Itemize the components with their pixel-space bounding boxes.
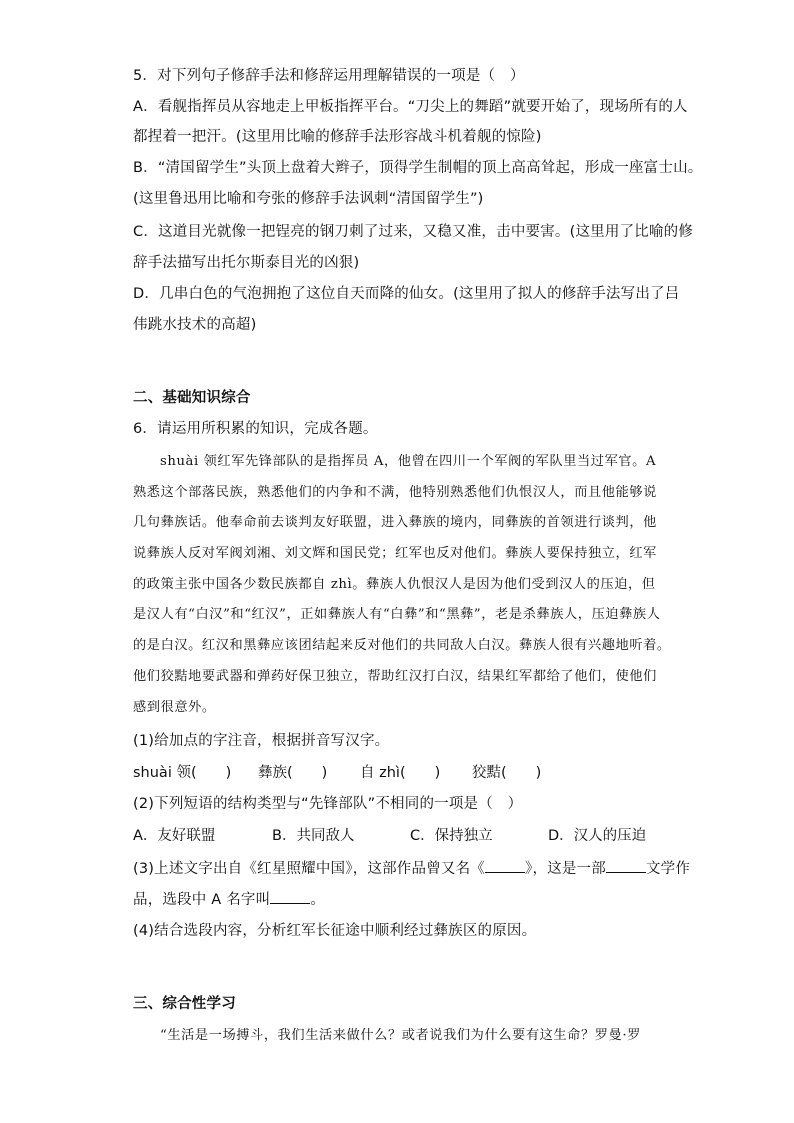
sub2-option-a: A．友好联盟: [133, 828, 216, 844]
q5-option-c-line1: C．这道目光就像一把锃亮的钢刀刺了过来，又稳又准，击中要害。(这里用了比喻的修: [133, 224, 694, 240]
q5-stem: 5．对下列句子修辞手法和修辞运用理解错误的一项是（ ）: [133, 68, 525, 84]
passage-line: 的政策主张中国各少数民族都自 zhì。彝族人仇恨汉人是因为他们受到汉人的压迫，但: [133, 577, 656, 592]
section3-title: 三、综合性学习: [133, 996, 236, 1012]
sub1-item: 狡黠( ): [472, 765, 542, 781]
fill-blank[interactable]: [485, 858, 525, 873]
sub-question-4: (4)结合选段内容，分析红军长征途中顺利经过彝族区的原因。: [133, 923, 537, 939]
q5-option-a-line2: 都捏着一把汗。(这里用比喻的修辞手法形容战斗机着舰的惊险): [133, 129, 542, 145]
sub2-option-d: D．汉人的压迫: [548, 828, 647, 844]
q5-option-d-line2: 伟跳水技术的高超): [133, 317, 257, 333]
sub3-text-d: 品，选段中 A 名字叫: [133, 892, 271, 908]
q5-option-b-line1: B．“清国留学生”头顶上盘着大辫子，顶得学生制帽的顶上高高耸起，形成一座富士山。: [133, 160, 703, 176]
passage-line: 说彝族人反对军阀刘湘、刘文辉和国民党；红军也反对他们。彝族人要保持独立，红军: [133, 546, 657, 561]
sub3-text-b: 》，这是一部: [525, 861, 606, 877]
q5-option-b-line2: (这里鲁迅用比喻和夸张的修辞手法讽刺“清国留学生”): [133, 191, 484, 207]
q5-option-d-line1: D．几串白色的气泡拥抱了这位自天而降的仙女。(这里用了拟人的修辞手法写出了吕: [133, 286, 680, 302]
sub-question-2: (2)下列短语的结构类型与“先锋部队”不相同的一项是（ ）: [133, 796, 523, 812]
sub-question-1: (1)给加点的字注音，根据拼音写汉字。: [133, 733, 390, 749]
section2-title: 二、基础知识综合: [133, 390, 251, 406]
passage-line: shuài 领红军先锋部队的是指挥员 A，他曾在四川一个军阀的军队里当过军官。A: [160, 454, 657, 469]
passage-line: 他们狡黠地要武器和弹药好保卫独立，帮助红汉打白汉，结果红军都给了他们，使他们: [133, 669, 657, 684]
sub-question-3-line1: [133, 858, 690, 879]
sub1-item: shuài 领( ): [133, 765, 232, 781]
sub-question-3-line2: [133, 889, 325, 910]
sub3-text-e: 。: [310, 892, 326, 908]
sub2-option-b: B．共同敌人: [272, 828, 355, 844]
q6-stem: 6．请运用所积累的知识，完成各题。: [133, 421, 378, 437]
passage-line: 是汉人有“白汉”和“红汉”，正如彝族人有“白彝”和“黑彝”，老是杀彝族人，压迫彝族人: [133, 607, 661, 622]
passage-line: 感到很意外。: [133, 700, 216, 715]
fill-blank[interactable]: [270, 889, 310, 904]
q5-option-c-line2: 辞手法描写出托尔斯泰目光的凶狠): [133, 255, 360, 271]
passage-line: 的是白汉。红汉和黑彝应该团结起来反对他们的共同敌人白汉。彝族人很有兴趣地听着。: [133, 638, 671, 653]
sub2-option-c: C．保持独立: [410, 828, 493, 844]
q5-option-a-line1: A．看舰指挥员从容地走上甲板指挥平台。“刀尖上的舞蹈”就要开始了，现场所有的人: [133, 99, 688, 115]
sub3-text-a: (3)上述文字出自《红星照耀中国》，这部作品曾又名《: [133, 861, 485, 877]
passage-line: 熟悉这个部落民族，熟悉他们的内争和不满，他特别熟悉他们仇恨汉人，而且他能够说: [133, 485, 657, 500]
fill-blank[interactable]: [606, 858, 646, 873]
sub1-item: 彝族( ): [258, 765, 328, 781]
sub3-text-c: 文学作: [645, 861, 691, 877]
section3-passage-line: “生活是一场搏斗，我们生活来做什么？或者说我们为什么要有这生命？罗曼·罗: [160, 1028, 641, 1043]
passage-line: 几句彝族话。他奉命前去谈判友好联盟，进入彝族的境内，同彝族的首领进行谈判，他: [133, 515, 657, 530]
sub1-item: 自 zhì( ): [360, 765, 441, 781]
